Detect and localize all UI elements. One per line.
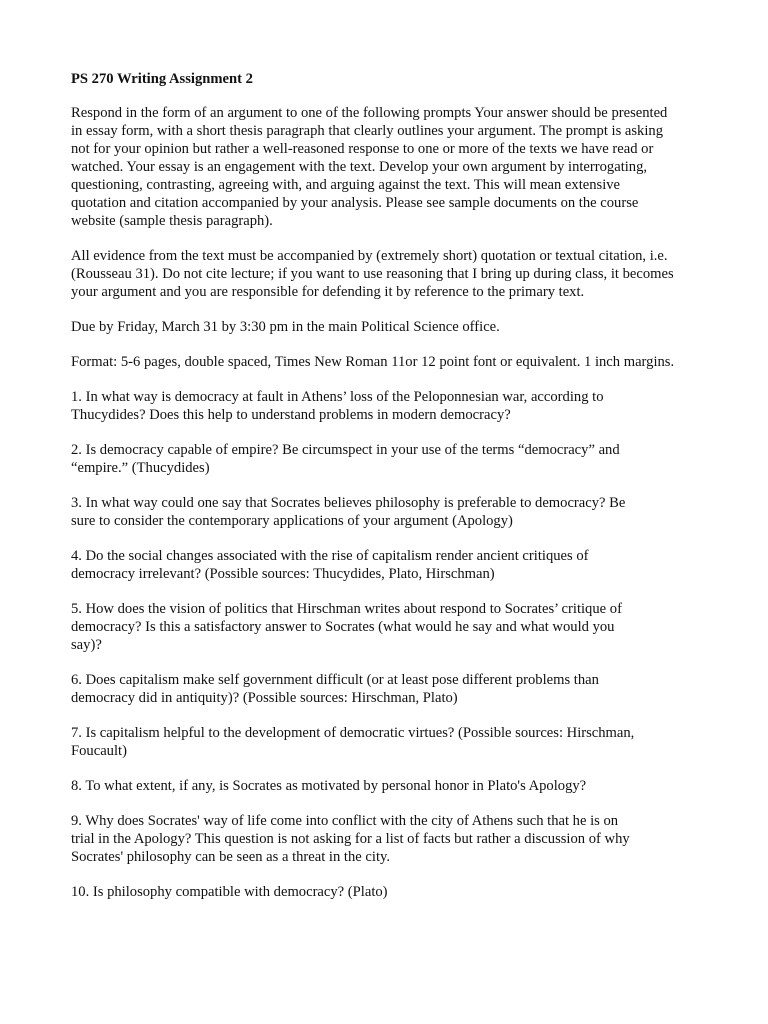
prompt-line: democracy? Is this a satisfactory answer to Socrates (what would he say and what would you [71,619,615,635]
prompt-line: 10. Is philosophy compatible with democracy? (Plato) [71,884,388,900]
format-paragraph [71,353,711,371]
intro-line: in essay form, with a short thesis paragraph that clearly outlines your argument. The prompt is asking [71,123,664,139]
prompt-line: 6. Does capitalism make self government difficult (or at least pose different problems than [71,672,599,688]
prompt-line: 7. Is capitalism helpful to the development of democratic virtues? (Possible sources: Hirschman, [71,725,635,741]
due-paragraph [71,318,711,336]
format-line: Format: 5-6 pages, double spaced, Times New Roman 11or 12 point font or equivalent. 1 inch margins. [71,354,675,370]
prompt-line: Foucault) [71,743,127,759]
intro-line: watched. Your essay is an engagement with the text. Develop your own argument by interrogating, [71,159,648,175]
evidence-line: All evidence from the text must be accompanied by (extremely short) quotation or textual citation, i.e. [71,248,668,264]
prompt-line: trial in the Apology? This question is not asking for a list of facts but rather a discussion of why [71,831,630,847]
prompt-line: Thucydides? Does this help to understand problems in modern democracy? [71,407,511,423]
prompt-line: 2. Is democracy capable of empire? Be circumspect in your use of the terms “democracy” and [71,442,620,458]
prompt-item-9 [71,812,711,866]
prompt-line: 3. In what way could one say that Socrates believes philosophy is preferable to democracy? Be [71,495,626,511]
document-title: PS 270 Writing Assignment 2 [71,71,253,87]
prompt-line: democracy irrelevant? (Possible sources: Thucydides, Plato, Hirschman) [71,566,495,582]
prompt-item-4 [71,547,711,583]
prompt-line: “empire.” (Thucydides) [71,460,210,476]
prompt-line: say)? [71,637,102,653]
prompt-line: 5. How does the vision of politics that Hirschman writes about respond to Socrates’ critique of [71,601,622,617]
evidence-paragraph [71,247,711,301]
prompt-item-7 [71,724,711,760]
prompt-item-6 [71,671,711,707]
prompt-item-10 [71,883,711,901]
prompt-item-5 [71,600,711,654]
evidence-line: your argument and you are responsible for defending it by reference to the primary text. [71,284,585,300]
prompt-line: 4. Do the social changes associated with the rise of capitalism render ancient critiques of [71,548,589,564]
prompt-item-2 [71,441,711,477]
prompt-line: Socrates' philosophy can be seen as a threat in the city. [71,849,390,865]
intro-line: questioning, contrasting, agreeing with, and arguing against the text. This will mean extensive [71,177,621,193]
prompt-item-1 [71,388,711,424]
prompt-line: 9. Why does Socrates' way of life come into conflict with the city of Athens such that he is on [71,813,619,829]
document-page [71,70,711,918]
prompt-line: 8. To what extent, if any, is Socrates as motivated by personal honor in Plato's Apology? [71,778,587,794]
intro-line: quotation and citation accompanied by your analysis. Please see sample documents on the course [71,195,639,211]
prompt-item-3 [71,494,711,530]
intro-line: not for your opinion but rather a well-reasoned response to one or more of the texts we have read or [71,141,654,157]
intro-line: Respond in the form of an argument to one of the following prompts Your answer should be presented [71,105,668,121]
prompt-line: democracy did in antiquity)? (Possible sources: Hirschman, Plato) [71,690,458,706]
prompt-item-8 [71,777,711,795]
intro-line: website (sample thesis paragraph). [71,213,273,229]
intro-paragraph [71,104,711,230]
prompt-line: 1. In what way is democracy at fault in Athens’ loss of the Peloponnesian war, according to [71,389,604,405]
due-line: Due by Friday, March 31 by 3:30 pm in the main Political Science office. [71,319,500,335]
prompt-line: sure to consider the contemporary applications of your argument (Apology) [71,513,513,529]
evidence-line: (Rousseau 31). Do not cite lecture; if you want to use reasoning that I bring up during class, it becomes [71,266,674,282]
